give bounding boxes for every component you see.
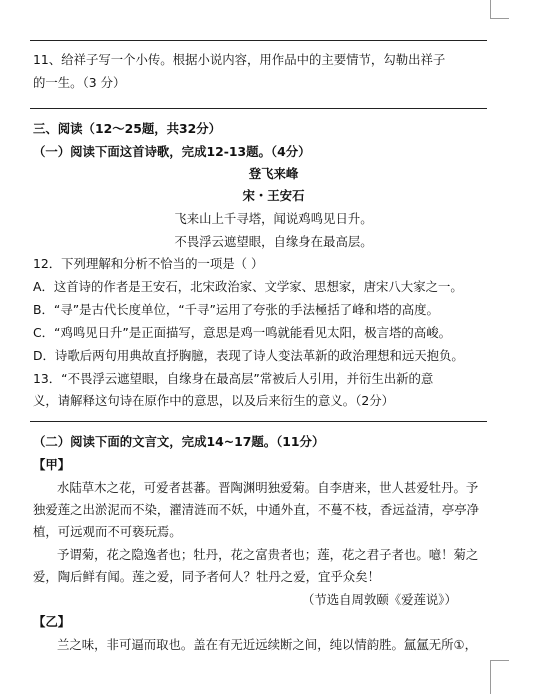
poem-line2: 不畏浮云遮望眼，自缘身在最高层。: [174, 234, 373, 249]
q12-option-b: B．“寻”是古代长度单位，“千寻”运用了夸张的手法極括了峰和塔的高度。: [33, 302, 439, 317]
q12-option-a: A．这首诗的作者是王安石，北宋政治家、文学家、思想家，唐宋八大家之一。: [33, 279, 463, 294]
q12-option-c: C．“鸡鸣见日升”是正面描写，意思是鸡一鸣就能看见太阳，极言塔的高峻。: [33, 325, 451, 340]
jia-para1-line3: 植，可远观而不可亵玩焉。: [33, 524, 182, 539]
jia-para2-line1: 予谓菊，花之隐逸者也；牡丹，花之富贵者也；莲，花之君子者也。噫！菊之: [57, 547, 479, 562]
jia-para1-line2: 独爱莲之出淤泥而不染，濯清涟而不妖，中通外直，不蔓不枝，香远益清，亭亭净: [33, 502, 480, 517]
divider-top: [30, 40, 487, 41]
part1-heading: （一）阅读下面这首诗歌，完成12-13题。（4分）: [33, 144, 311, 159]
jia-para1-line1: 水陆草木之花，可爱者甚蕃。晋陶渊明独爱菊。自李唐来，世人甚爱牡丹。予: [57, 480, 479, 495]
q12-stem: 12．下列理解和分析不恰当的一项是（ ）: [33, 256, 264, 271]
q13-line2: 义，请解释这句诗在原作中的意思，以及后来衍生的意义。（2分）: [33, 393, 395, 408]
label-yi: 【乙】: [33, 614, 71, 629]
crop-mark-top-right: [490, 0, 509, 19]
q11-line2: 的一生。（3 分）: [33, 75, 126, 90]
yi-line1: 兰之味，非可逼而取也。盖在有无近远续断之间，纯以情韵胜。氲氲无所①，: [57, 637, 477, 652]
divider-3: [30, 421, 487, 422]
part2-heading: （二）阅读下面的文言文，完成14~17题。（11分）: [33, 434, 325, 449]
q12-option-d: D．诗歌后两句用典故直抒胸臆，表现了诗人变法革新的政治理想和远天抱负。: [33, 348, 464, 363]
poem-author: 宋・王安石: [242, 188, 305, 203]
crop-mark-bottom-right: [490, 660, 509, 694]
poem-line1: 飞来山上千寻塔，闻说鸡鸣见日升。: [174, 211, 373, 226]
poem-title: 登飞来峰: [248, 166, 299, 181]
q13-line1: 13．“不畏浮云遮望眼，自缘身在最高层”常被后人引用，并衍生出新的意: [33, 371, 434, 386]
q11-line1: 11、给祥子写一个小传。根据小说内容，用作品中的主要情节，勾勒出祥子: [33, 52, 446, 67]
divider-2: [30, 108, 487, 109]
section3-heading: 三、阅读（12～25题，共32分）: [33, 121, 222, 136]
jia-source: （节选自周敦颐《爱莲说》）: [302, 592, 457, 607]
jia-para2-line2: 爱，陶后鲜有闻。莲之爱，同予者何人？牡丹之爱，宜乎众矣！: [33, 569, 380, 584]
label-jia: 【甲】: [33, 457, 71, 472]
